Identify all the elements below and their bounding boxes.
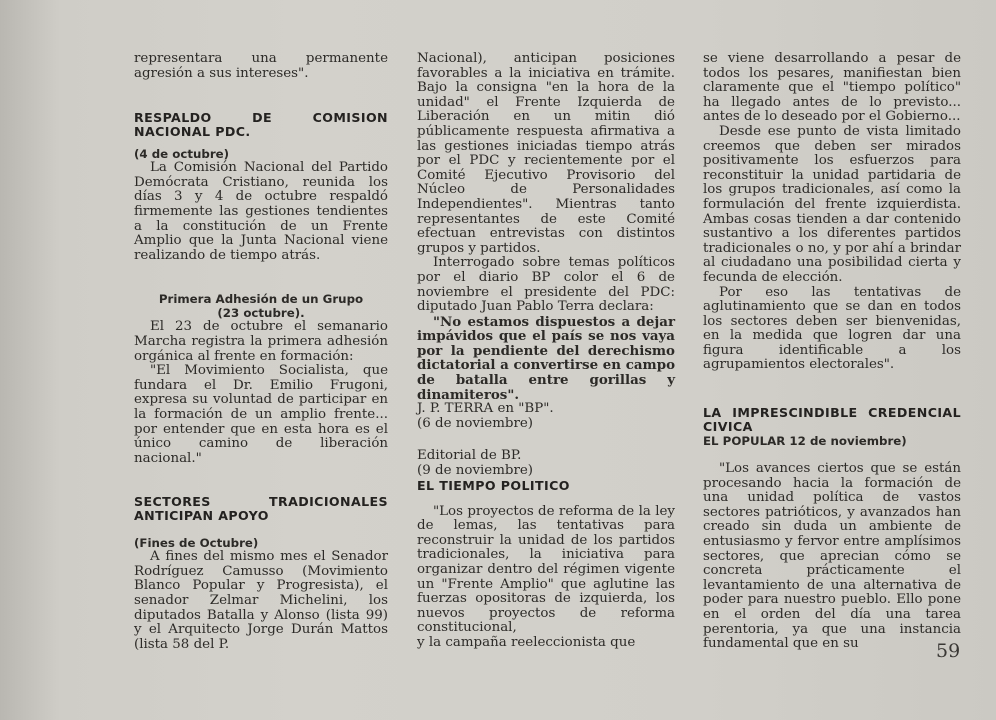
heading-tiempo-politico: EL TIEMPO POLITICO: [417, 477, 570, 493]
heading-adhesion: Primera Adhesión de un Grupo: [158, 292, 364, 307]
date-adhesion: (23 octubre).: [217, 306, 305, 321]
paragraph-tiempo-end: y la campaña reeleccionista que: [417, 634, 636, 650]
paragraph-desde: Desde ese punto de vista limitado creemos que deben ser mirados positivamente los esfuerzos para reconstituir la unidad partidaria de los grupos tradicionales, así como la formulación del frente izquierdista. Ambas cosas tienden a dar contenido sustantivo a los diferentes partidos tradicionales o no, y por ahí a brindar al ciudadano una posibilidad cierta y fecunda de elección.: [703, 123, 961, 285]
paragraph-respaldo: La Comisión Nacional del Partido Demócrata Cristiano, reunida los días 3 y 4 de octubre respaldó firmemente las gestiones tendientes a la constitución de un Frente Amplio que la Junta Nacional viene realizando de tiempo atrás.: [134, 160, 388, 263]
column-right: [703, 52, 961, 652]
column-left: [134, 52, 388, 652]
signature-terra: J. P. TERRA en "BP".: [417, 401, 554, 417]
heading-respaldo: RESPALDO DE COMISION NACIONAL PDC.: [134, 110, 388, 140]
intro-paragraph: representara una permanente agresión a sus intereses".: [134, 51, 388, 81]
paragraph-interrogado: Interrogado sobre temas políticos por el diario BP color el 6 de noviembre el presidente del PDC: diputado Juan Pablo Terra declara:: [417, 255, 675, 315]
heading-credencial: LA IMPRESCINDIBLE CREDENCIAL CIVICA: [703, 405, 961, 435]
page-number: 59: [936, 640, 961, 662]
editorial-source: Editorial de BP.: [417, 448, 522, 464]
paragraph-por-eso: Por eso las tentativas de aglutinamiento que se dan en todos los sectores deben ser bienvenidas, en la medida que logren dar una figura identificable a los agrupamientos electorales".: [703, 284, 961, 373]
paragraph-adhesion-1: El 23 de octubre el semanario Marcha registra la primera adhesión orgánica al frente en formación:: [134, 319, 388, 364]
date-sectores: (Fines de Octubre): [134, 536, 259, 551]
paragraph-sectores: A fines del mismo mes el Senador Rodríguez Camusso (Movimiento Blanco Popular y Progresista), el senador Zelmar Michelini, los diputados Batalla y Alonso (lista 99) y el Arquitecto Jorge Durán Mattos (lista 58 del P.: [134, 549, 388, 652]
paragraph-continuation: se viene desarrollando a pesar de todos los pesares, manifiestan bien claramente que el "tiempo político" ha llegado antes de lo previsto... antes de lo deseado por el Gobierno...: [703, 51, 961, 125]
heading-popular: EL POPULAR 12 de noviembre): [703, 434, 907, 449]
heading-sectores: SECTORES TRADICIONALES ANTICIPAN APOYO: [134, 494, 388, 524]
quote-terra: "No estamos dispuestos a dejar impávidos que el país se nos vaya por la pendiente del derechismo dictatorial a convertirse en campo de batalla entre gorillas y dinamiteros".: [417, 313, 675, 403]
paragraph-popular: "Los avances ciertos que se están procesando hacia la formación de una unidad política de vastos sectores patrióticos, y avanzados han creado sin duda un ambiente de entusiasmo y fervor entre amplísimos sectores, que aprecian cómo se concreta prácticamente el levantamiento de una alternativa de poder para nuestro pueblo. Ello pone en el orden del día una tarea perentoria, ya que una instancia fundamental que en su: [703, 461, 961, 652]
date-respaldo: (4 de octubre): [134, 147, 230, 162]
signature-date: (6 de noviembre): [417, 415, 534, 431]
column-middle: [417, 52, 675, 651]
editorial-date: (9 de noviembre): [417, 463, 534, 479]
paragraph-tiempo: "Los proyectos de reforma de la ley de lemas, las tentativas para reconstruir la unidad de los partidos tradicionales, la iniciativa para organizar dentro del régimen vigente un "Frente Amplio" que aglutine las fuerzas opositoras de izquierda, los nuevos proyectos de reforma constitucional,: [417, 503, 675, 636]
paragraph-adhesion-2: "El Movimiento Socialista, que fundara el Dr. Emilio Frugoni, expresa su voluntad de participar en la formación de un amplio frente... por entender que en esta hora es el único camino de liberación nacional.": [134, 363, 388, 466]
paragraph-continuation: Nacional), anticipan posiciones favorables a la iniciativa en trámite. Bajo la consigna "en la hora de la unidad" el Frente Izquierda de Liberación en un mitin dió públicamente respuesta afirmativa a las gestiones iniciadas tiempo atrás por el PDC y recientemente por el Comité Ejecutivo Provisorio del Núcleo de Personalidades Independientes". Mientras tanto representantes de este Comité efectuan entrevistas con distintos grupos y partidos.: [417, 51, 675, 256]
